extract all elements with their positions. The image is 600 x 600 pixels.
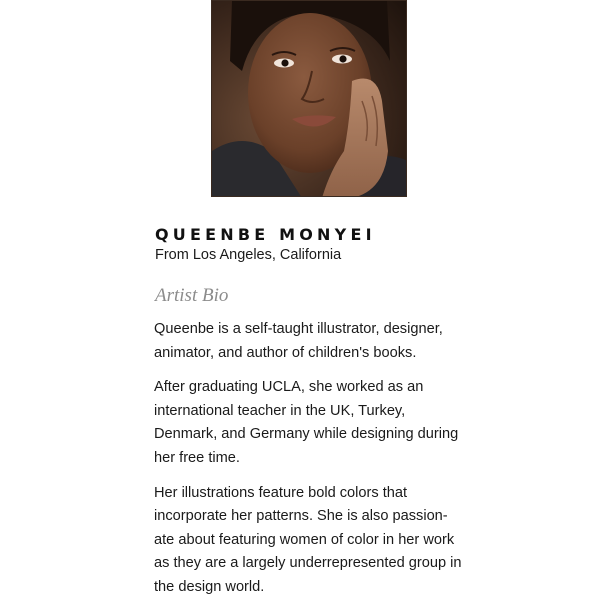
artist-name: QUEENBE MONYEI bbox=[155, 225, 376, 244]
bio-paragraph: After graduating UCLA, she worked as an international teacher in the UK, Turkey, Denmark, and Germany while designing during her free time. bbox=[154, 379, 459, 466]
bio-text bbox=[154, 318, 464, 600]
bio-paragraph: Her illustrations feature bold colors that incorporate her patterns. She is also passion-ate about featuring women of color in her work as they are a largely underrepresented group in the design world. bbox=[154, 484, 462, 595]
bio-paragraph: Queenbe is a self-taught illustrator, designer, animator, and author of children's books. bbox=[154, 321, 443, 361]
artist-portrait-photo bbox=[211, 0, 407, 197]
bio-heading: Artist Bio bbox=[155, 285, 229, 306]
artist-origin: From Los Angeles, California bbox=[155, 247, 342, 263]
